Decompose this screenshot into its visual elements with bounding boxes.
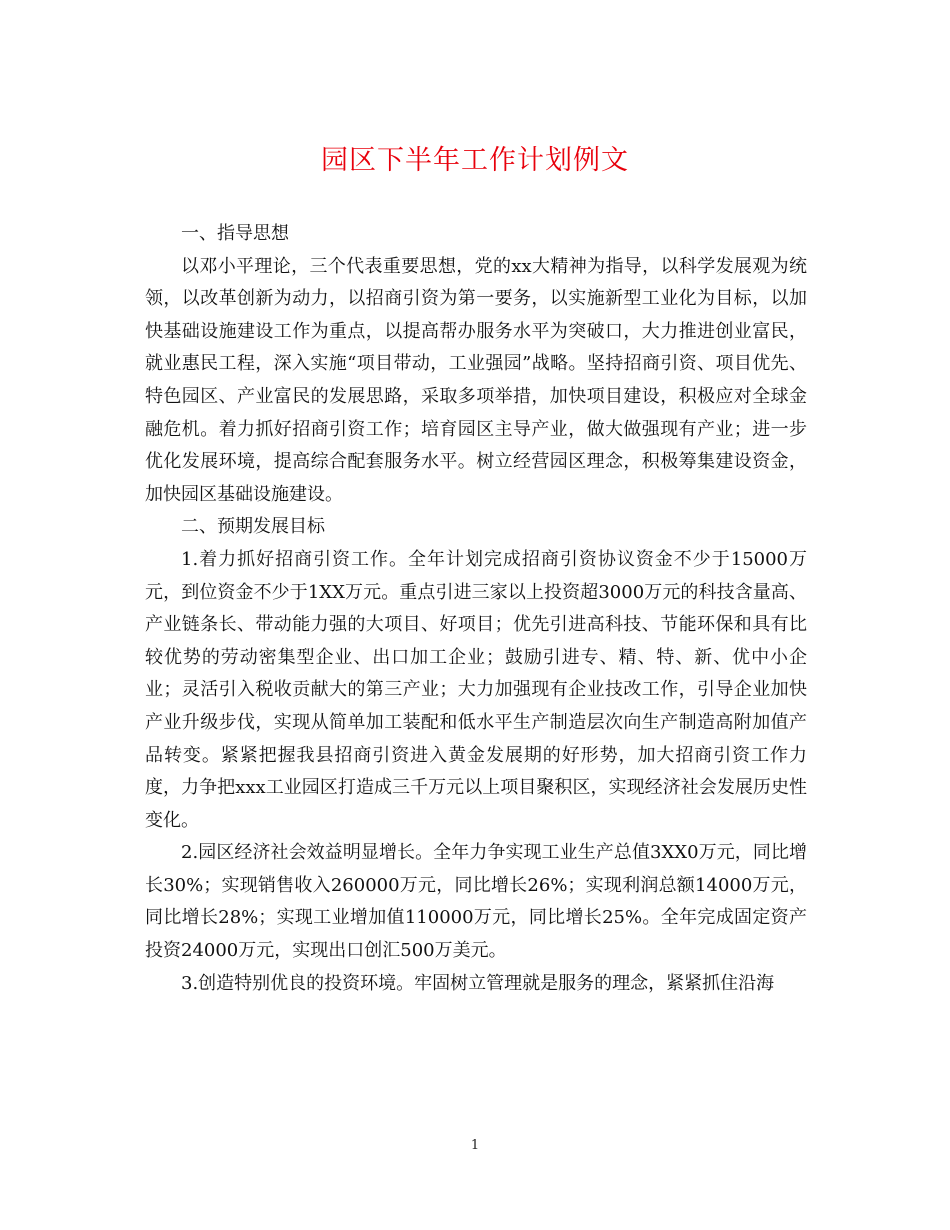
paragraph-goal-2: 2.园区经济社会效益明显增长。全年力争实现工业生产总值3XX0万元，同比增长30%；实现销售收入260000万元，同比增长26%；实现利润总额14000万元，同比增长28%；实现工业增加值110000万元，同比增长25%。全年完成固定资产投资24000万元，实现出口创汇500万美元。 [145, 842, 807, 962]
section-heading-development-goals: 二、预期发展目标 [181, 516, 325, 538]
paragraph-guiding-ideology: 以邓小平理论，三个代表重要思想，党的xx大精神为指导，以科学发展观为统领，以改革创新为动力，以招商引资为第一要务，以实施新型工业化为目标，以加快基础设施建设工作为重点，以提高帮办服务水平为突破口，大力推进创业富民，就业惠民工程，深入实施“项目带动，工业强园”战略。坚持招商引资、项目优先、特色园区、产业富民的发展思路，采取多项举措，加快项目建设，积极应对全球金融危机。着力抓好招商引资工作；培育园区主导产业，做大做强现有产业；进一步优化发展环境，提高综合配套服务水平。树立经营园区理念，积极筹集建设资金，加快园区基础设施建设。 [145, 255, 807, 505]
document-body [145, 218, 807, 1000]
section-heading-guiding-ideology: 一、指导思想 [181, 223, 289, 244]
paragraph-goal-1: 1.着力抓好招商引资工作。全年计划完成招商引资协议资金不少于15000万元，到位资金不少于1XX万元。重点引进三家以上投资超3000万元的科技含量高、产业链条长、带动能力强的大项目、好项目；优先引进高科技、节能环保和具有比较优势的劳动密集型企业、出口加工企业；鼓励引进专、精、特、新、优中小企业；灵活引入税收贡献大的第三产业；大力加强现有企业技改工作，引导企业加快产业升级步伐，实现从简单加工装配和低水平生产制造层次向生产制造高附加值产品转变。紧紧把握我县招商引资进入黄金发展期的好形势，加大招商引资工作力度，力争把xxx工业园区打造成三千万元以上项目聚积区，实现经济社会发展历史性变化。 [145, 548, 807, 831]
page-number: 1 [470, 1138, 480, 1153]
document-title: 园区下半年工作计划例文 [321, 145, 629, 176]
paragraph-goal-3: 3.创造特别优良的投资环境。牢固树立管理就是服务的理念，紧紧抓住沿海 [181, 972, 775, 994]
